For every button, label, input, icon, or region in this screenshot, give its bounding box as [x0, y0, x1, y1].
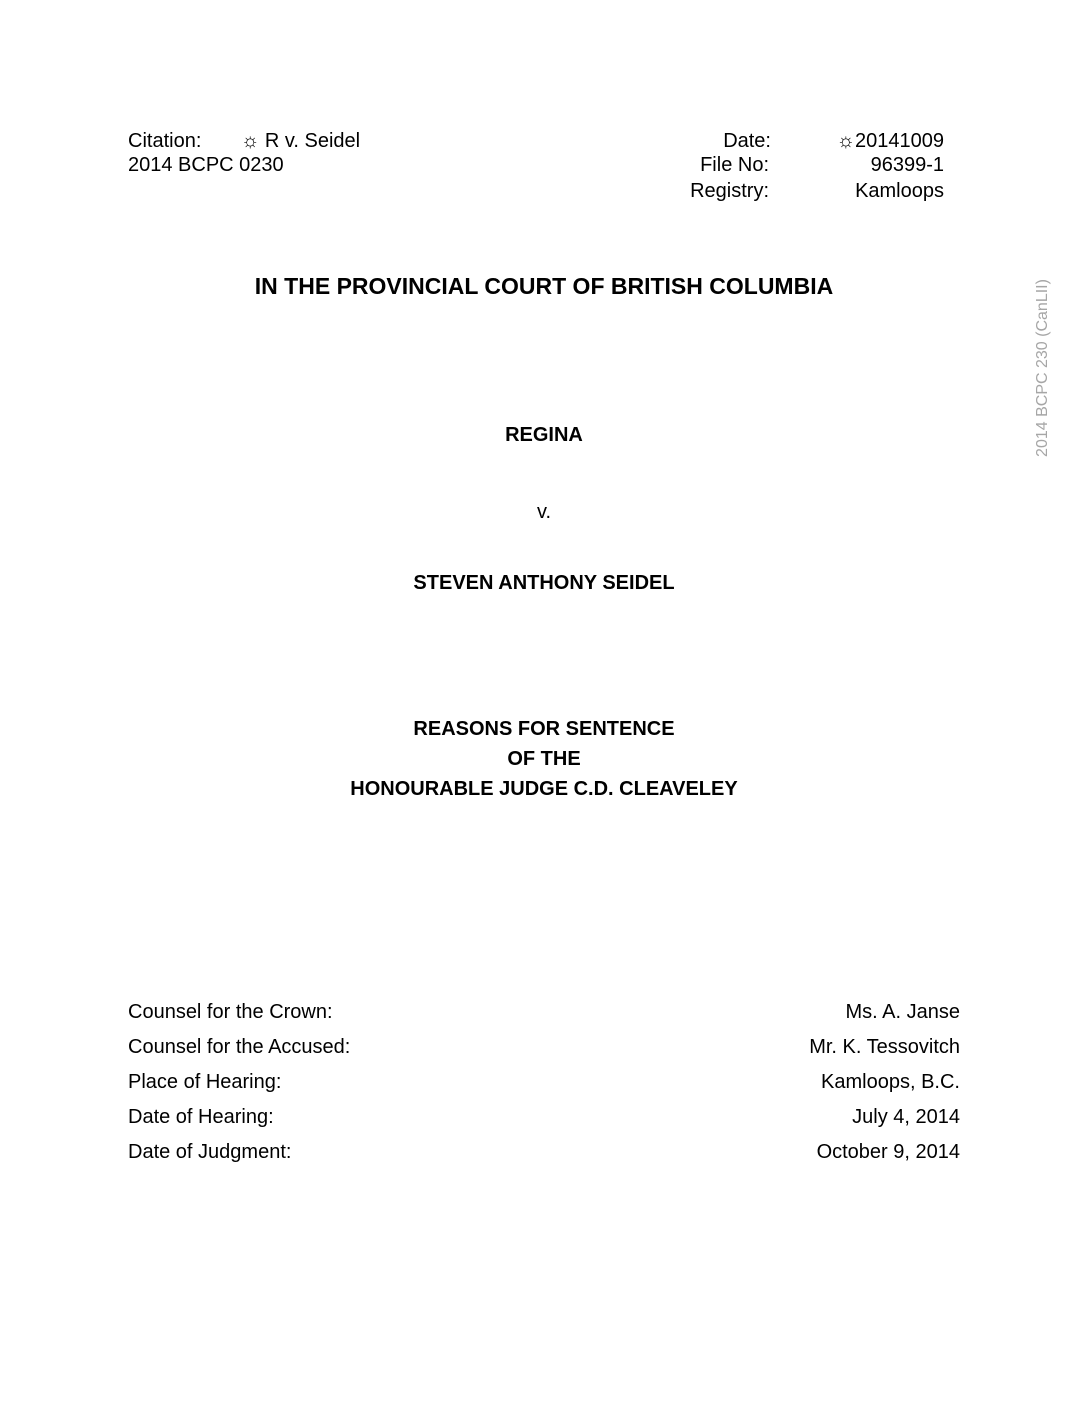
detail-value-crown-counsel: Ms. A. Janse	[845, 1001, 960, 1023]
detail-label-place-of-hearing: Place of Hearing:	[128, 1071, 282, 1093]
detail-label-date-of-hearing: Date of Hearing:	[128, 1106, 274, 1128]
date-label: Date:	[723, 130, 771, 152]
registry-label: Registry:	[690, 180, 769, 202]
file-no-value: 96399-1	[870, 154, 944, 176]
detail-label-date-of-judgment: Date of Judgment:	[128, 1141, 292, 1163]
plaintiff-name: REGINA	[505, 424, 583, 446]
versus-text: v.	[536, 501, 552, 523]
reasons-line-1: REASONS FOR SENTENCE	[413, 718, 675, 740]
citation-line2: 2014 BCPC 0230	[128, 154, 284, 176]
reasons-line-2: OF THE	[507, 748, 581, 770]
citation-value: ☼ R v. Seidel	[241, 130, 361, 152]
detail-label-accused-counsel: Counsel for the Accused:	[128, 1036, 351, 1058]
court-title: IN THE PROVINCIAL COURT OF BRITISH COLUMBIA	[254, 273, 834, 299]
citation-label: Citation:	[128, 130, 202, 152]
file-no-label: File No:	[700, 154, 769, 176]
registry-value: Kamloops	[855, 180, 944, 202]
detail-label-crown-counsel: Counsel for the Crown:	[128, 1001, 333, 1023]
detail-value-place-of-hearing: Kamloops, B.C.	[821, 1071, 960, 1093]
detail-value-date-of-judgment: October 9, 2014	[816, 1141, 960, 1163]
detail-value-accused-counsel: Mr. K. Tessovitch	[809, 1036, 960, 1058]
detail-value-date-of-hearing: July 4, 2014	[852, 1106, 960, 1128]
reasons-line-3: HONOURABLE JUDGE C.D. CLEAVELEY	[350, 778, 738, 800]
canlii-watermark: 2014 BCPC 230 (CanLII)	[1034, 279, 1051, 457]
date-value: ☼20141009	[836, 130, 944, 152]
defendant-name: STEVEN ANTHONY SEIDEL	[413, 572, 675, 594]
